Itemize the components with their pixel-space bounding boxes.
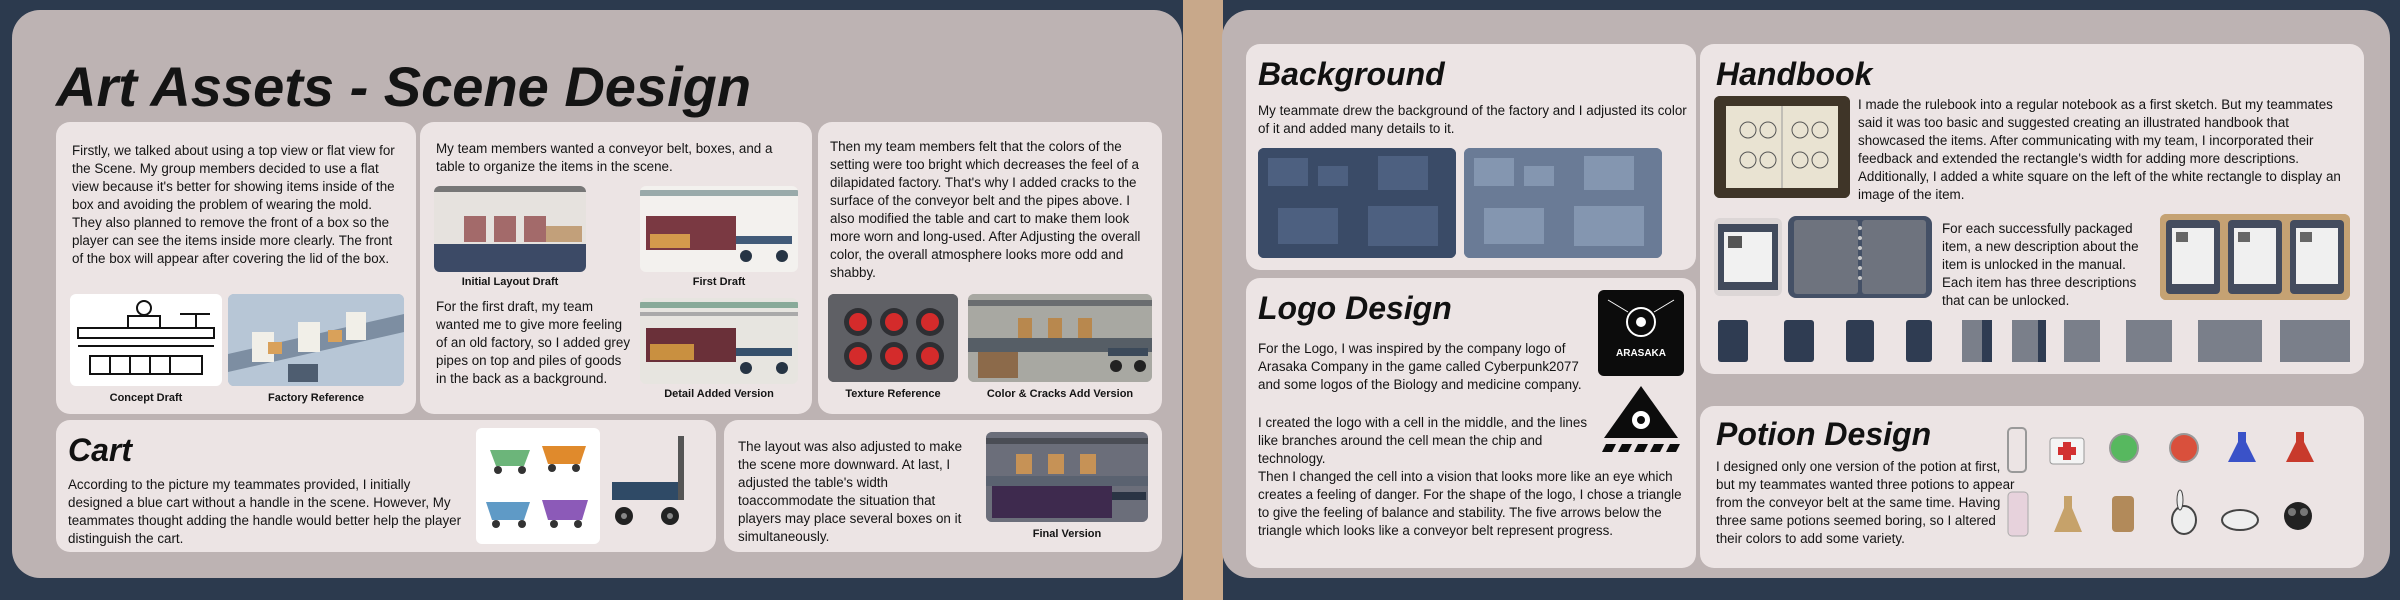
intro-text: Firstly, we talked about using a top view or flat view for the Scene. My group members decided to use a flat view because it's better for showing items inside of the box and avoiding the problem of wearing the mold. They also planned to remove the front of a box so the player can see the items inside more clearly. The front of the box will appear after covering the lid of the box. — [72, 143, 395, 266]
logo-title: Logo Design — [1258, 290, 1452, 326]
draft-mid-text: For the first draft, my team wanted me to give more feeling of an old factory, so I added grey pipes on top and piles of goods in the back as a background. — [436, 299, 631, 386]
final-card — [724, 420, 1162, 552]
handbook-unlock-image — [2160, 214, 2350, 300]
factory-reference-image — [228, 294, 404, 386]
handbook-animation-strip — [1714, 316, 2354, 366]
logo-mark-text: ARASAKA — [1616, 348, 1666, 359]
first-draft-caption: First Draft — [692, 276, 746, 288]
logo-text-3: Then I changed the cell into a vision that looks more like an eye which creates a feeling of danger. For the shape of the logo, I chose a triangle to give the feeling of balance and stability. The five arrows below the triangle which looks like a conveyor belt represent progress. — [1258, 469, 1682, 538]
texture-reference-image — [828, 294, 958, 382]
left-page — [12, 10, 1182, 578]
detail-added-version-image — [640, 298, 798, 384]
initial-layout-caption: Initial Layout Draft — [461, 276, 559, 288]
color-cracks-caption: Color & Cracks Add Version — [986, 388, 1134, 400]
spine-gap — [1183, 0, 1223, 600]
texture-reference-caption: Texture Reference — [845, 388, 941, 400]
concept-draft-image — [70, 294, 222, 386]
initial-layout-draft-image — [434, 186, 586, 272]
logo-text-1: For the Logo, I was inspired by the company logo of Arasaka Company in the game called Cyberpunk2077 and some logos of the Biology and medicine company. — [1258, 341, 1582, 392]
logo-text-2: I created the logo with a cell in the middle, and the lines like branches around the cell mean the chip and technology. — [1258, 415, 1588, 466]
color-text: Then my team members felt that the colors of the setting were too bright which decreases the feel of a dilapidated factory. That's why I added cracks to the surface of the conveyor belt and the pipes above. I also modified the table and cart to make them look more worn and long-used. After Adjusting the overall color, the overall atmosphere looks more odd and shabby. — [830, 139, 1141, 280]
color-cracks-image — [968, 294, 1152, 382]
background-card — [1246, 44, 1696, 270]
final-version-caption: Final Version — [1032, 528, 1102, 540]
factory-reference-caption: Factory Reference — [268, 392, 364, 404]
right-page — [1222, 10, 2390, 578]
detail-added-caption: Detail Added Version — [664, 388, 774, 400]
handbook-page-closeup — [1714, 218, 1782, 296]
cart-title: Cart — [68, 432, 133, 468]
cart-text: According to the picture my teammates provided, I initially designed a blue cart without a handle in the scene. However, My teammates thought adding the handle would better help the player distinguish the cart. — [68, 477, 462, 546]
handbook-open-image — [1786, 214, 1934, 300]
draft-top-text: My team members wanted a conveyor belt, boxes, and a table to organize the items in the scene. — [436, 141, 773, 174]
triangle-logo-image — [1598, 382, 1684, 456]
background-title: Background — [1258, 56, 1445, 92]
concept-draft-caption: Concept Draft — [109, 392, 183, 404]
background-adjusted-image — [1464, 148, 1662, 258]
intro-card — [56, 122, 416, 414]
handbook-title: Handbook — [1716, 56, 1873, 92]
handbook-sketch-image — [1714, 96, 1850, 198]
logo-card — [1246, 278, 1696, 568]
first-draft-image — [640, 186, 798, 272]
final-version-image — [986, 432, 1148, 522]
potion-text: I designed only one version of the potion at first, but my teammates wanted three potions to appear from the conveyor belt at the same time. Having three same potions seemed boring, so I altered their colors to add some variety. — [1716, 459, 2015, 546]
cart-model-image — [606, 428, 710, 544]
arasaka-logo-image — [1598, 290, 1684, 376]
potion-title: Potion Design — [1716, 416, 1932, 452]
handbook-text: I made the rulebook into a regular notebook as a first sketch. But my teammates said it was too basic and suggested creating an illustrated handbook that showcased the items. After communicating with my team, I incorporated their feedback and extended the rectangle's width for adding more descriptions. Additionally, I added a white square on the left of the white rectangle to display an image of the item. — [1858, 97, 2341, 202]
background-original-image — [1258, 148, 1456, 258]
handbook-text-2: For each successfully packaged item, a new description about the item is unlocked in the manual. Each item has three descriptions that can be unlocked. — [1942, 221, 2139, 308]
potion-card — [1700, 406, 2364, 568]
color-card — [818, 122, 1162, 414]
cart-reference-image — [476, 428, 600, 544]
final-text: The layout was also adjusted to make the scene more downward. At last, I adjusted the table's width toaccommodate the situation that players may place several boxes on it simultaneously. — [738, 439, 963, 544]
page-title: Art Assets - Scene Design — [56, 55, 752, 118]
draft-card — [420, 122, 812, 414]
potion-icons — [2000, 424, 2356, 554]
cart-card — [56, 420, 716, 552]
handbook-card — [1700, 44, 2364, 374]
background-text: My teammate drew the background of the factory and I adjusted its color of it and added many details to it. — [1258, 103, 1687, 136]
